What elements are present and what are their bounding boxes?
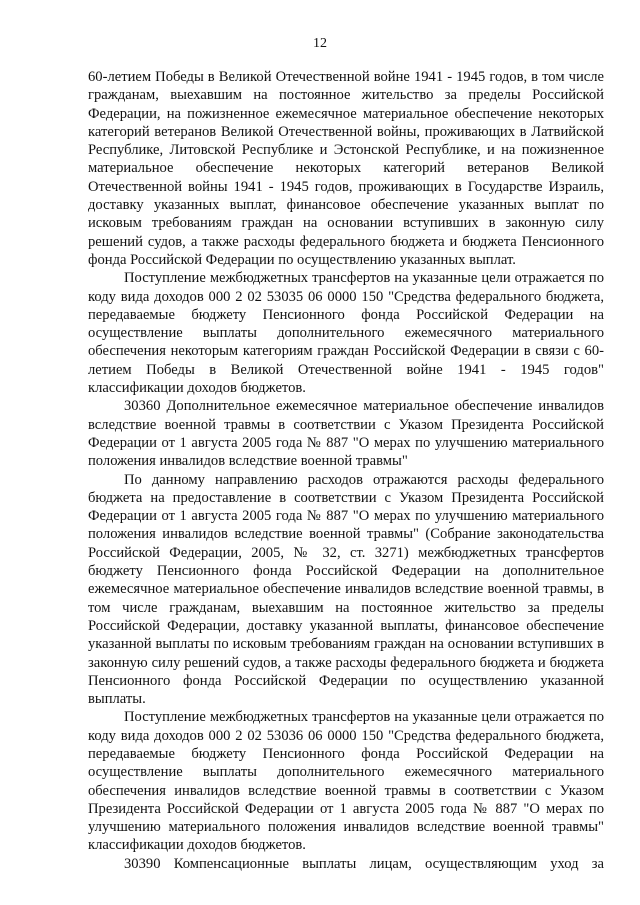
paragraph-6: 30390 Компенсационные выплаты лицам, осуществляющим уход за <box>124 855 604 872</box>
paragraph-3: 30360 Дополнительное ежемесячное материальное обеспечение инвалидов вследствие военной травмы в соответствии с Указом Президента Российской Федерации от 1 августа 2005 года № 887 "О мерах по улучшению материального положения инвалидов вследствие военной травмы" <box>88 398 604 470</box>
paragraph-5: Поступление межбюджетных трансфертов на указанные цели отражается по коду вида доходов 000 2 02 53036 06 0000 150 "Средства федерального бюджета, передаваемые бюджету Пенсионного фонда Российской Федерации на осуществление выплаты дополнительного ежемесячного материального обеспечения инвалидов вследствие военной травмы в соответствии с Указом Президента Российской Федерации от 1 августа 2005 года № 887 "О мерах по улучшению материального положения инвалидов вследствие военной травмы" классификации доходов бюджетов. <box>88 709 604 854</box>
paragraph-4: По данному направлению расходов отражаются расходы федерального бюджета на предоставление в соответствии с Указом Президента Российской Федерации от 1 августа 2005 года № 887 "О мерах по улучшению материального положения инвалидов вследствие военной травмы" (Собрание законодательства Российской Федерации, 2005, № 32, ст. 3271) межбюджетных трансфертов бюджету Пенсионного фонда Российской Федерации на дополнительное ежемесячное материальное обеспечение инвалидов вследствие военной травмы, в том числе гражданам, выехавшим на постоянное жительство за пределы Российской Федерации, доставку указанной выплаты, финансовое обеспечение указанной выплаты по исковым требованиям граждан на основании вступивших в законную силу решений судов, а также расходы федерального бюджета и бюджета Пенсионного фонда Российской Федерации по осуществлению указанной выплаты. <box>88 471 604 708</box>
page-number: 12 <box>313 36 327 51</box>
paragraph-1: 60-летием Победы в Великой Отечественной войне 1941 - 1945 годов, в том числе гражданам, выехавшим на постоянное жительство за пределы Российской Федерации, на пожизненное ежемесячное материальное обеспечение некоторых категорий ветеранов Великой Отечественной войны, проживающих в Латвийской Республике, Литовской Республике и Эстонской Республике, и на пожизненное материальное обеспечение некоторых категорий ветеранов Великой Отечественной войны 1941 - 1945 годов, проживающих в Государстве Израиль, доставку указанных выплат, финансовое обеспечение указанных выплат по исковым требованиям граждан на основании вступивших в законную силу решений судов, а также расходы федерального бюджета и бюджета Пенсионного фонда Российской Федерации по осуществлению указанных выплат. <box>88 69 604 268</box>
document-body <box>88 68 604 873</box>
paragraph-2: Поступление межбюджетных трансфертов на указанные цели отражается по коду вида доходов 000 2 02 53035 06 0000 150 "Средства федерального бюджета, передаваемые бюджету Пенсионного фонда Российской Федерации на осуществление выплаты дополнительного ежемесячного материального обеспечения некоторым категориям граждан Российской Федерации в связи с 60-летием Победы в Великой Отечественной войне 1941 - 1945 годов" классификации доходов бюджетов. <box>88 270 604 397</box>
